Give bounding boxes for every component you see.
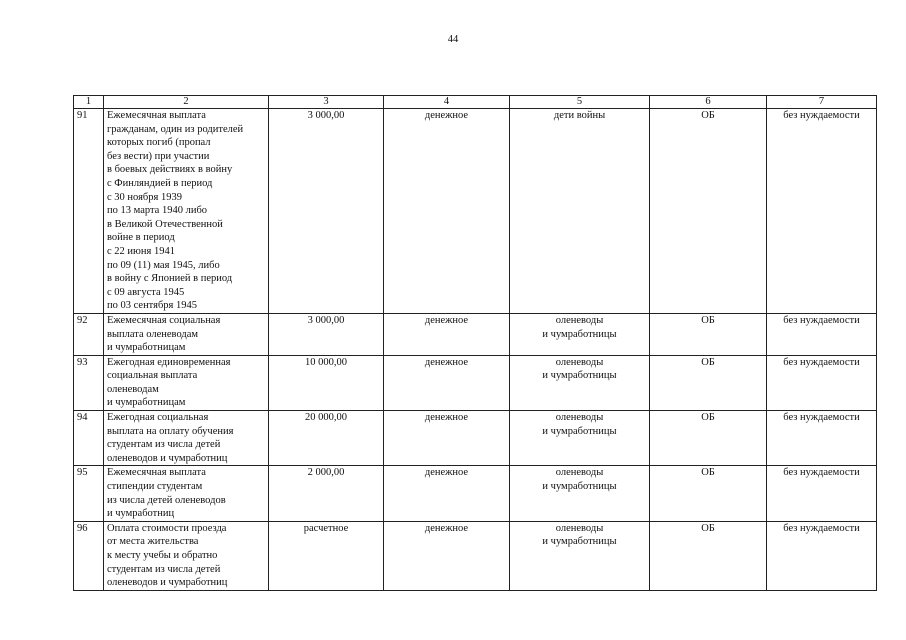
amount-cell: 3 000,00 — [269, 313, 384, 355]
benefit-name-cell-line: и чумработниц — [107, 508, 175, 520]
benefit-name-cell-line: без вести) при участии — [107, 150, 210, 162]
recipients-cell — [510, 466, 650, 521]
benefit-name-cell-line: по 13 марта 1940 либо — [107, 205, 208, 217]
benefit-name-cell-line: к месту учебы и обратно — [107, 550, 218, 561]
table-row — [74, 355, 877, 410]
benefit-name-cell — [104, 521, 269, 590]
benefit-name-cell-line: в войну с Японией в период — [107, 273, 233, 285]
amount-cell: 3 000,00 — [269, 109, 384, 314]
criterion-cell: без нуждаемости — [767, 521, 877, 590]
benefits-table — [73, 95, 877, 591]
budget-cell: ОБ — [650, 521, 767, 590]
benefit-name-cell-line: с 30 ноября 1939 — [107, 191, 182, 203]
form-cell: денежное — [384, 466, 510, 521]
header-cell-6: 6 — [650, 96, 767, 109]
recipients-cell-line: оленеводы — [555, 314, 604, 326]
benefit-name-cell-line: социальная выплата — [107, 370, 198, 382]
recipients-cell-line: оленеводы — [555, 522, 604, 534]
row-number-cell: 96 — [74, 521, 104, 590]
benefit-name-cell-line: по 09 (11) мая 1945, либо — [107, 259, 220, 271]
header-cell-1: 1 — [74, 96, 104, 109]
benefit-name-cell-line: и чумработницам — [107, 342, 186, 354]
amount-cell: 2 000,00 — [269, 466, 384, 521]
recipients-cell-line: оленеводы — [555, 467, 604, 479]
benefit-name-cell-line: стипендии студентам — [107, 481, 203, 493]
table-row — [74, 313, 877, 355]
benefit-name-cell-line: от места жительства — [107, 536, 199, 548]
row-number-cell: 95 — [74, 466, 104, 521]
criterion-cell: без нуждаемости — [767, 466, 877, 521]
benefit-name-cell-line: гражданам, один из родителей — [107, 123, 244, 135]
amount-cell: 20 000,00 — [269, 411, 384, 466]
table-row — [74, 466, 877, 521]
form-cell: денежное — [384, 313, 510, 355]
benefit-name-cell-line: войне в период — [107, 232, 175, 244]
recipients-cell-line: оленеводы — [555, 356, 604, 368]
recipients-cell-line: и чумработницы — [542, 536, 617, 548]
row-number-cell: 93 — [74, 355, 104, 410]
benefit-name-cell — [104, 411, 269, 466]
benefit-name-cell-line: студентам из числа детей — [107, 563, 221, 575]
header-row — [74, 96, 877, 109]
benefit-name-cell-line: оленеводам — [107, 383, 159, 395]
budget-cell: ОБ — [650, 411, 767, 466]
form-cell: денежное — [384, 109, 510, 314]
benefit-name-cell-line: из числа детей оленеводов — [107, 494, 226, 506]
recipients-cell-line: и чумработницы — [542, 370, 617, 382]
form-cell: денежное — [384, 411, 510, 466]
budget-cell: ОБ — [650, 355, 767, 410]
benefit-name-cell-line: выплата оленеводам — [107, 328, 199, 340]
table-row — [74, 521, 877, 590]
benefit-name-cell-line: с 09 августа 1945 — [107, 286, 185, 298]
row-number-cell: 91 — [74, 109, 104, 314]
benefit-name-cell-line: Оплата стоимости проезда — [107, 522, 227, 534]
row-number-cell: 94 — [74, 411, 104, 466]
recipients-cell-line: оленеводы — [555, 412, 604, 424]
benefit-name-cell-line: с Финляндией в период — [107, 177, 213, 189]
benefit-name-cell — [104, 466, 269, 521]
benefit-name-cell-line: оленеводов и чумработниц — [107, 577, 228, 589]
benefit-name-cell-line: Ежемесячная выплата — [107, 110, 206, 121]
amount-cell: 10 000,00 — [269, 355, 384, 410]
criterion-cell: без нуждаемости — [767, 411, 877, 466]
benefit-name-cell-line: Ежемесячная социальная — [107, 314, 221, 326]
page-number: 44 — [447, 34, 459, 45]
row-number-cell: 92 — [74, 313, 104, 355]
form-cell: денежное — [384, 521, 510, 590]
benefit-name-cell-line: оленеводов и чумработниц — [107, 452, 228, 464]
recipients-cell — [510, 109, 650, 314]
benefit-name-cell-line: которых погиб (пропал — [107, 137, 211, 149]
recipients-cell — [510, 521, 650, 590]
recipients-cell — [510, 313, 650, 355]
budget-cell: ОБ — [650, 109, 767, 314]
table-row — [74, 411, 877, 466]
benefit-name-cell-line: Ежегодная единовременная — [107, 356, 231, 368]
benefit-name-cell-line: студентам из числа детей — [107, 439, 221, 451]
criterion-cell: без нуждаемости — [767, 355, 877, 410]
benefit-name-cell-line: с 22 июня 1941 — [107, 245, 175, 257]
header-cell-2: 2 — [104, 96, 269, 109]
budget-cell: ОБ — [650, 466, 767, 521]
criterion-cell: без нуждаемости — [767, 109, 877, 314]
benefit-name-cell — [104, 109, 269, 314]
header-cell-5: 5 — [510, 96, 650, 109]
benefit-name-cell — [104, 355, 269, 410]
recipients-cell-line: дети войны — [553, 110, 606, 121]
form-cell: денежное — [384, 355, 510, 410]
recipients-cell-line: и чумработницы — [542, 425, 617, 437]
table-row — [74, 109, 877, 314]
benefit-name-cell-line: Ежегодная социальная — [107, 412, 209, 424]
header-cell-3: 3 — [269, 96, 384, 109]
benefit-name-cell — [104, 313, 269, 355]
criterion-cell: без нуждаемости — [767, 313, 877, 355]
header-cell-7: 7 — [767, 96, 877, 109]
benefit-name-cell-line: по 03 сентября 1945 — [107, 300, 198, 312]
amount-cell: расчетное — [269, 521, 384, 590]
budget-cell: ОБ — [650, 313, 767, 355]
benefit-name-cell-line: в Великой Отечественной — [107, 218, 223, 230]
recipients-cell-line: и чумработницы — [542, 481, 617, 493]
recipients-cell — [510, 355, 650, 410]
benefit-name-cell-line: в боевых действиях в войну — [107, 164, 233, 176]
header-cell-4: 4 — [384, 96, 510, 109]
benefit-name-cell-line: и чумработницам — [107, 397, 186, 409]
recipients-cell-line: и чумработницы — [542, 328, 617, 340]
recipients-cell — [510, 411, 650, 466]
benefit-name-cell-line: Ежемесячная выплата — [107, 467, 206, 479]
benefit-name-cell-line: выплата на оплату обучения — [107, 425, 234, 437]
